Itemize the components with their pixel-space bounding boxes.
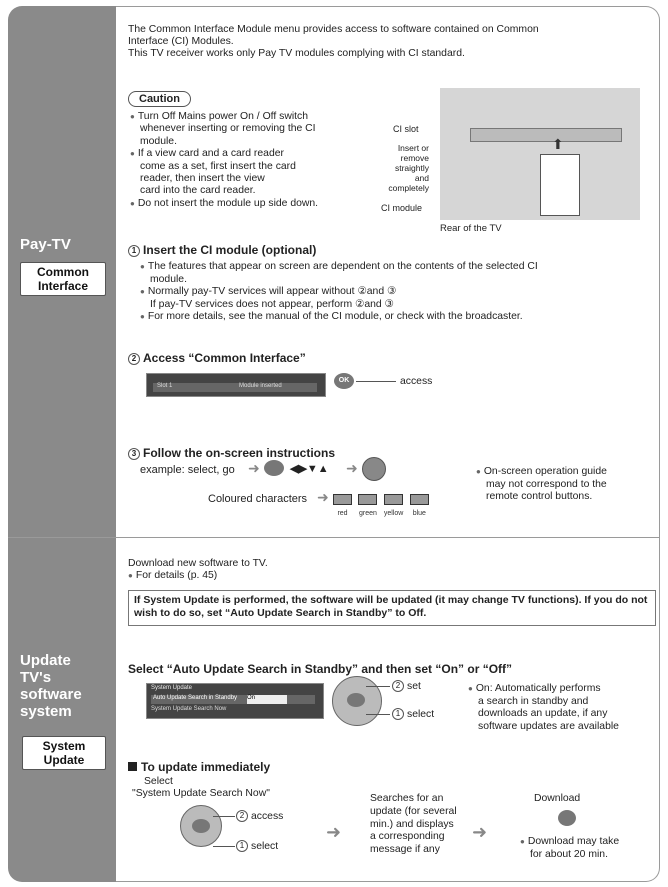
step-number: 2	[236, 810, 248, 822]
menu-title: System Update	[151, 685, 193, 691]
arrow-right-icon: ➜	[346, 460, 358, 476]
caution-list	[130, 111, 318, 210]
cursor-pad-icon	[332, 676, 382, 726]
blue-swatch	[410, 494, 429, 505]
ci-menu-row	[153, 383, 317, 392]
download-label: Download	[534, 793, 581, 804]
immediate-heading	[128, 760, 270, 774]
menu-row-value: On	[247, 695, 287, 704]
ci-menu-screen	[146, 373, 326, 397]
set-text: set	[407, 681, 421, 692]
leader-line	[366, 686, 390, 687]
step-number: 1	[236, 840, 248, 852]
intro-line: The Common Interface Module menu provides access to software contained on Common	[128, 24, 539, 35]
searches-line: message if any	[370, 844, 440, 856]
update-title-line: system	[20, 703, 72, 720]
leader-line	[213, 816, 235, 817]
ok-button-icon	[264, 460, 284, 476]
ci-slot-image	[470, 128, 622, 142]
access-label: access	[400, 376, 433, 387]
set-label	[392, 680, 421, 693]
select-label	[392, 708, 434, 721]
update-title-line: software	[20, 686, 82, 703]
caution-item: ● Do not insert the module up side down.	[130, 198, 318, 210]
auto-update-note	[468, 683, 619, 733]
note-line: remote control buttons.	[486, 491, 593, 503]
step1-line: ● The features that appear on screen are dependent on the contents of the selected CI	[140, 261, 538, 274]
colour-word: blue	[412, 510, 426, 517]
step2-heading	[128, 351, 306, 365]
menu-row: System Update Search Now	[151, 706, 227, 712]
step-number: 1	[392, 708, 404, 720]
ok-button-icon: OK	[334, 373, 354, 389]
update-title-line: Update	[20, 652, 71, 669]
caution-item: card into the card reader.	[140, 185, 256, 197]
insert-label-line: remove	[400, 153, 429, 163]
colour-button	[358, 492, 377, 517]
paytv-title: Pay-TV	[20, 236, 71, 253]
colour-buttons	[333, 492, 429, 520]
note-line: may not correspond to the	[486, 478, 607, 490]
access-label	[236, 810, 283, 823]
menu-row-label: Auto Update Search in Standby	[153, 695, 238, 701]
cursor-pad-icon	[362, 457, 386, 481]
system-update-menu	[146, 683, 324, 719]
immediate-select: Select	[144, 776, 173, 787]
step1-line: ● Normally pay-TV services will appear without ②and ③	[140, 286, 538, 299]
caution-item: ● If a view card and a card reader	[130, 148, 318, 160]
cursor-arrows-icon: ◀▶▼▲	[290, 463, 329, 475]
note-line: downloads an update, if any	[478, 708, 608, 720]
colour-word: red	[337, 510, 348, 517]
select-text: select	[251, 841, 279, 852]
ok-button-icon	[347, 693, 365, 707]
system-update-box: System Update	[22, 736, 106, 770]
searches-line: update (for several	[370, 805, 457, 817]
step3-example: example: select, go	[140, 464, 235, 476]
red-swatch	[333, 494, 352, 505]
arrow-right-icon: ➜	[317, 489, 329, 505]
green-swatch	[358, 494, 377, 505]
step-number: 2	[392, 680, 404, 692]
arrow-right-icon: ➜	[326, 822, 342, 842]
caution-item: whenever inserting or removing the CI	[140, 123, 316, 135]
cursor-pad-icon	[180, 805, 222, 847]
colour-word: yellow	[383, 510, 404, 517]
note-line: ● Download may take	[520, 836, 619, 849]
insert-label-line: completely	[388, 183, 429, 193]
colour-word: green	[359, 510, 377, 517]
caution-item: come as a set, first insert the card	[140, 160, 296, 172]
step3-note	[476, 466, 607, 504]
rear-tv-caption: Rear of the TV	[440, 223, 502, 234]
insert-label-line: straightly	[394, 163, 429, 173]
note-line: ● On: Automatically performs	[468, 683, 619, 696]
arrow-right-icon: ➜	[248, 460, 260, 476]
colour-button	[333, 492, 352, 517]
step1-list	[140, 261, 538, 324]
access-text: access	[251, 811, 284, 822]
note-line: a search in standby and	[478, 695, 589, 707]
step1-title: Insert the CI module (optional)	[143, 243, 317, 257]
menu-row	[151, 695, 315, 704]
step-number: 2	[128, 353, 140, 365]
yellow-swatch	[384, 494, 403, 505]
step1-line: If pay-TV services does not appear, perform ②and ③	[150, 298, 394, 310]
searches-line: a corresponding	[370, 831, 445, 843]
select-text: select	[407, 709, 435, 720]
ci-slot-label: CI slot	[393, 124, 419, 134]
note-line: software updates are available	[478, 720, 619, 732]
searches-line: min.) and displays	[370, 818, 454, 830]
searches-text	[370, 793, 457, 857]
ci-module-image	[540, 154, 580, 216]
step2-title: Access “Common Interface”	[143, 351, 306, 365]
up-arrow-icon: ⬆	[552, 136, 564, 152]
update-intro: Download new software to TV.	[128, 558, 268, 569]
leader-line	[366, 714, 390, 715]
step-number: 1	[128, 245, 140, 257]
intro-line: This TV receiver works only Pay TV modules complying with CI standard.	[128, 48, 465, 59]
note-line: ● On-screen operation guide	[476, 466, 607, 479]
step1-line: module.	[150, 273, 187, 285]
caution-item: reader, then insert the view	[140, 173, 265, 185]
update-note: If System Update is performed, the software will be updated (it may change TV functions). If you do not wish to do so, set “Auto Update Search in Standby” to Off.	[128, 590, 656, 626]
insert-label	[383, 143, 429, 193]
step-number: 3	[128, 448, 140, 460]
leader-line	[356, 381, 396, 382]
immediate-title: To update immediately	[141, 760, 271, 774]
coloured-characters-label: Coloured characters	[208, 493, 308, 505]
caution-item: module.	[140, 135, 177, 147]
immediate-item: "System Update Search Now"	[132, 788, 270, 799]
colour-button	[410, 492, 429, 517]
ci-module-label: CI module	[381, 203, 423, 213]
update-details: ● For details (p. 45)	[128, 570, 217, 582]
insert-label-line: Insert or	[397, 143, 429, 153]
caution-label: Caution	[128, 91, 191, 107]
insert-label-line: and	[414, 173, 429, 183]
tv-rear-image	[440, 88, 640, 220]
auto-update-heading: Select “Auto Update Search in Standby” and then set “On” or “Off”	[128, 662, 513, 676]
ok-button-icon	[192, 819, 210, 833]
ci-slot-text: Slot 1	[157, 383, 173, 389]
intro-line: Interface (CI) Modules.	[128, 36, 234, 47]
update-title-line: TV's	[20, 669, 52, 686]
searches-line: Searches for an	[370, 793, 444, 804]
caution-item: ● Turn Off Mains power On / Off switch	[130, 111, 318, 123]
step1-line: ● For more details, see the manual of the CI module, or check with the broadcaster.	[140, 311, 538, 324]
select-label	[236, 840, 278, 853]
download-note	[520, 836, 619, 862]
update-title	[20, 652, 82, 720]
step3-title: Follow the on-screen instructions	[143, 446, 336, 460]
leader-line	[213, 846, 235, 847]
step1-heading	[128, 243, 316, 257]
ci-status-text: Module inserted	[239, 383, 282, 389]
square-bullet-icon	[128, 762, 137, 771]
note-line: for about 20 min.	[530, 848, 608, 860]
section-divider	[8, 537, 660, 538]
colour-button	[384, 492, 403, 517]
arrow-right-icon: ➜	[472, 822, 488, 842]
ok-button-icon	[558, 810, 576, 826]
common-interface-box: Common Interface	[20, 262, 106, 296]
step3-heading	[128, 446, 335, 460]
